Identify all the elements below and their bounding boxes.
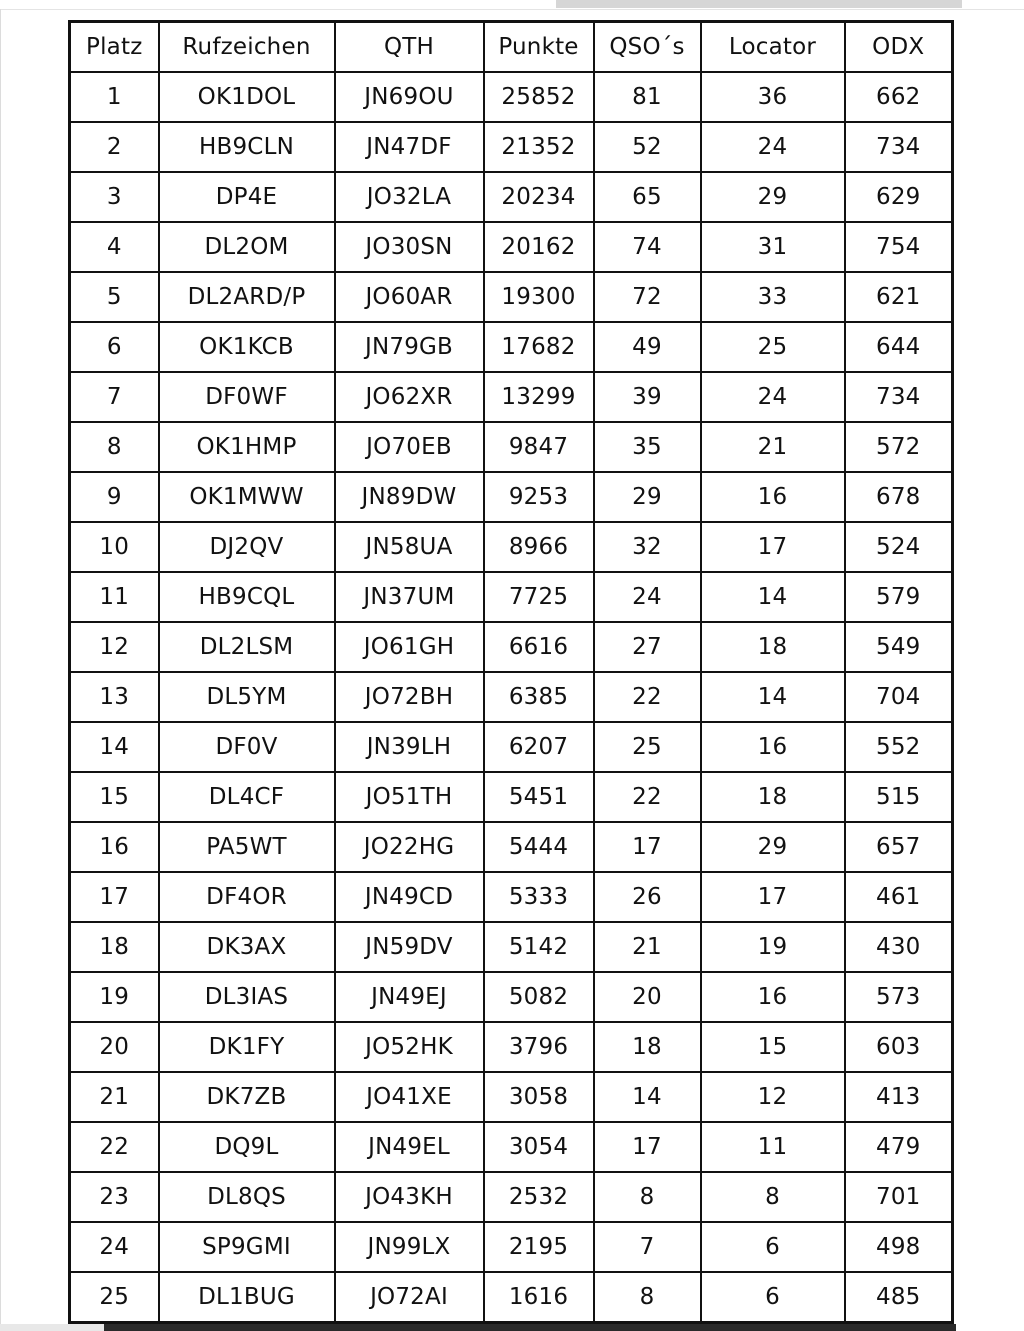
cell-qsos: 35 xyxy=(594,422,701,472)
cell-qsos: 21 xyxy=(594,922,701,972)
cell-punkte: 20234 xyxy=(484,172,594,222)
table-row xyxy=(70,922,953,972)
cell-punkte: 21352 xyxy=(484,122,594,172)
cell-punkte: 6616 xyxy=(484,622,594,672)
cell-qth: JN39LH xyxy=(335,722,484,772)
cell-odx: 621 xyxy=(845,272,953,322)
cell-rufzeichen: SP9GMI xyxy=(159,1222,335,1272)
cell-odx: 644 xyxy=(845,322,953,372)
cell-platz: 5 xyxy=(70,272,159,322)
cell-qth: JO41XE xyxy=(335,1072,484,1122)
cell-punkte: 25852 xyxy=(484,72,594,122)
cell-qsos: 27 xyxy=(594,622,701,672)
cell-qsos: 26 xyxy=(594,872,701,922)
cell-punkte: 3796 xyxy=(484,1022,594,1072)
cell-rufzeichen: DL4CF xyxy=(159,772,335,822)
header-rufzeichen: Rufzeichen xyxy=(159,22,335,73)
cell-rufzeichen: DP4E xyxy=(159,172,335,222)
cell-platz: 4 xyxy=(70,222,159,272)
cell-locator: 17 xyxy=(701,872,845,922)
cell-qsos: 25 xyxy=(594,722,701,772)
cell-punkte: 5444 xyxy=(484,822,594,872)
cell-punkte: 9253 xyxy=(484,472,594,522)
cell-qsos: 81 xyxy=(594,72,701,122)
cell-qsos: 32 xyxy=(594,522,701,572)
cell-qsos: 7 xyxy=(594,1222,701,1272)
cell-qth: JO62XR xyxy=(335,372,484,422)
cell-locator: 19 xyxy=(701,922,845,972)
cell-rufzeichen: OK1KCB xyxy=(159,322,335,372)
contest-results-table xyxy=(68,20,954,1324)
cell-rufzeichen: DL2OM xyxy=(159,222,335,272)
cell-punkte: 5451 xyxy=(484,772,594,822)
cell-qth: JN89DW xyxy=(335,472,484,522)
cell-rufzeichen: DF0WF xyxy=(159,372,335,422)
cell-rufzeichen: DL2ARD/P xyxy=(159,272,335,322)
cell-punkte: 13299 xyxy=(484,372,594,422)
cell-locator: 16 xyxy=(701,472,845,522)
cell-platz: 6 xyxy=(70,322,159,372)
cell-platz: 9 xyxy=(70,472,159,522)
cell-rufzeichen: DK1FY xyxy=(159,1022,335,1072)
cell-platz: 16 xyxy=(70,822,159,872)
cell-rufzeichen: HB9CLN xyxy=(159,122,335,172)
cell-platz: 23 xyxy=(70,1172,159,1222)
cell-punkte: 9847 xyxy=(484,422,594,472)
cell-locator: 24 xyxy=(701,372,845,422)
cell-punkte: 6207 xyxy=(484,722,594,772)
cell-qth: JN37UM xyxy=(335,572,484,622)
cell-qth: JO51TH xyxy=(335,772,484,822)
header-locator: Locator xyxy=(701,22,845,73)
cell-platz: 15 xyxy=(70,772,159,822)
cell-punkte: 6385 xyxy=(484,672,594,722)
cell-locator: 11 xyxy=(701,1122,845,1172)
cell-rufzeichen: PA5WT xyxy=(159,822,335,872)
table-row xyxy=(70,772,953,822)
cell-platz: 20 xyxy=(70,1022,159,1072)
cell-odx: 734 xyxy=(845,122,953,172)
cell-qth: JO72BH xyxy=(335,672,484,722)
cell-rufzeichen: DL8QS xyxy=(159,1172,335,1222)
cell-punkte: 7725 xyxy=(484,572,594,622)
header-platz: Platz xyxy=(70,22,159,73)
table-row xyxy=(70,1122,953,1172)
table-row xyxy=(70,422,953,472)
cell-rufzeichen: HB9CQL xyxy=(159,572,335,622)
cell-qth: JN79GB xyxy=(335,322,484,372)
cell-rufzeichen: OK1DOL xyxy=(159,72,335,122)
cell-qsos: 14 xyxy=(594,1072,701,1122)
cell-odx: 662 xyxy=(845,72,953,122)
cell-rufzeichen: DF0V xyxy=(159,722,335,772)
cell-odx: 430 xyxy=(845,922,953,972)
cell-odx: 552 xyxy=(845,722,953,772)
cell-punkte: 2532 xyxy=(484,1172,594,1222)
cell-locator: 29 xyxy=(701,172,845,222)
cell-platz: 25 xyxy=(70,1272,159,1323)
cell-odx: 734 xyxy=(845,372,953,422)
cell-locator: 33 xyxy=(701,272,845,322)
table-row xyxy=(70,322,953,372)
cell-qth: JN69OU xyxy=(335,72,484,122)
cell-locator: 18 xyxy=(701,622,845,672)
horizontal-scrollbar-track[interactable] xyxy=(0,0,1024,10)
cell-platz: 18 xyxy=(70,922,159,972)
cell-platz: 1 xyxy=(70,72,159,122)
table-body xyxy=(70,72,953,1323)
cell-qsos: 17 xyxy=(594,1122,701,1172)
cell-qth: JO22HG xyxy=(335,822,484,872)
cell-odx: 524 xyxy=(845,522,953,572)
cell-qsos: 65 xyxy=(594,172,701,222)
table-row xyxy=(70,72,953,122)
cell-rufzeichen: DF4OR xyxy=(159,872,335,922)
cell-platz: 13 xyxy=(70,672,159,722)
cell-rufzeichen: OK1MWW xyxy=(159,472,335,522)
cell-rufzeichen: DL2LSM xyxy=(159,622,335,672)
table-row xyxy=(70,972,953,1022)
cell-qth: JN59DV xyxy=(335,922,484,972)
cell-rufzeichen: DL5YM xyxy=(159,672,335,722)
table-row xyxy=(70,572,953,622)
cell-qth: JO72AI xyxy=(335,1272,484,1323)
cell-qsos: 20 xyxy=(594,972,701,1022)
cell-locator: 18 xyxy=(701,772,845,822)
table-row xyxy=(70,1172,953,1222)
cell-qsos: 29 xyxy=(594,472,701,522)
cell-qth: JO43KH xyxy=(335,1172,484,1222)
cell-qsos: 72 xyxy=(594,272,701,322)
cell-locator: 14 xyxy=(701,572,845,622)
cell-rufzeichen: DK3AX xyxy=(159,922,335,972)
cell-qsos: 49 xyxy=(594,322,701,372)
cell-odx: 678 xyxy=(845,472,953,522)
cell-locator: 29 xyxy=(701,822,845,872)
cell-qsos: 52 xyxy=(594,122,701,172)
cell-punkte: 5082 xyxy=(484,972,594,1022)
cell-platz: 21 xyxy=(70,1072,159,1122)
cell-qth: JO52HK xyxy=(335,1022,484,1072)
header-qth: QTH xyxy=(335,22,484,73)
cell-punkte: 2195 xyxy=(484,1222,594,1272)
cell-locator: 6 xyxy=(701,1222,845,1272)
cell-odx: 498 xyxy=(845,1222,953,1272)
table-row xyxy=(70,872,953,922)
cell-locator: 24 xyxy=(701,122,845,172)
table-row xyxy=(70,122,953,172)
cell-odx: 629 xyxy=(845,172,953,222)
cell-odx: 479 xyxy=(845,1122,953,1172)
cell-rufzeichen: DQ9L xyxy=(159,1122,335,1172)
horizontal-scrollbar-thumb[interactable] xyxy=(556,0,962,8)
cell-locator: 6 xyxy=(701,1272,845,1323)
cell-locator: 14 xyxy=(701,672,845,722)
cell-odx: 754 xyxy=(845,222,953,272)
cell-punkte: 3054 xyxy=(484,1122,594,1172)
cell-platz: 2 xyxy=(70,122,159,172)
cell-qth: JN47DF xyxy=(335,122,484,172)
cell-locator: 8 xyxy=(701,1172,845,1222)
cell-qth: JO61GH xyxy=(335,622,484,672)
cell-locator: 17 xyxy=(701,522,845,572)
cell-qth: JO30SN xyxy=(335,222,484,272)
cell-locator: 12 xyxy=(701,1072,845,1122)
cell-odx: 485 xyxy=(845,1272,953,1323)
table-row xyxy=(70,1022,953,1072)
cell-qth: JO32LA xyxy=(335,172,484,222)
table-row xyxy=(70,1222,953,1272)
table-row xyxy=(70,1272,953,1323)
cell-qsos: 18 xyxy=(594,1022,701,1072)
cell-platz: 12 xyxy=(70,622,159,672)
table-row xyxy=(70,172,953,222)
cell-locator: 21 xyxy=(701,422,845,472)
cell-punkte: 20162 xyxy=(484,222,594,272)
cell-qth: JN99LX xyxy=(335,1222,484,1272)
cell-odx: 572 xyxy=(845,422,953,472)
cell-qsos: 24 xyxy=(594,572,701,622)
cell-rufzeichen: DL1BUG xyxy=(159,1272,335,1323)
cell-locator: 31 xyxy=(701,222,845,272)
table-row xyxy=(70,372,953,422)
cell-odx: 701 xyxy=(845,1172,953,1222)
table-row xyxy=(70,522,953,572)
cell-platz: 3 xyxy=(70,172,159,222)
cell-odx: 549 xyxy=(845,622,953,672)
table-row xyxy=(70,222,953,272)
bottom-edge-bar xyxy=(104,1324,956,1331)
cell-qsos: 8 xyxy=(594,1272,701,1323)
cell-odx: 515 xyxy=(845,772,953,822)
page-left-edge xyxy=(0,9,1,1331)
cell-platz: 14 xyxy=(70,722,159,772)
cell-qsos: 22 xyxy=(594,772,701,822)
cell-punkte: 5142 xyxy=(484,922,594,972)
header-odx: ODX xyxy=(845,22,953,73)
cell-odx: 573 xyxy=(845,972,953,1022)
cell-qsos: 74 xyxy=(594,222,701,272)
cell-qsos: 8 xyxy=(594,1172,701,1222)
cell-qth: JN58UA xyxy=(335,522,484,572)
cell-platz: 7 xyxy=(70,372,159,422)
cell-locator: 36 xyxy=(701,72,845,122)
cell-qth: JN49EJ xyxy=(335,972,484,1022)
cell-locator: 16 xyxy=(701,972,845,1022)
cell-qsos: 22 xyxy=(594,672,701,722)
cell-punkte: 8966 xyxy=(484,522,594,572)
cell-punkte: 19300 xyxy=(484,272,594,322)
cell-qth: JN49EL xyxy=(335,1122,484,1172)
cell-rufzeichen: DK7ZB xyxy=(159,1072,335,1122)
table-header-row xyxy=(70,22,953,73)
cell-locator: 15 xyxy=(701,1022,845,1072)
cell-punkte: 5333 xyxy=(484,872,594,922)
cell-odx: 603 xyxy=(845,1022,953,1072)
cell-qth: JO60AR xyxy=(335,272,484,322)
cell-rufzeichen: OK1HMP xyxy=(159,422,335,472)
cell-platz: 11 xyxy=(70,572,159,622)
cell-platz: 19 xyxy=(70,972,159,1022)
table-row xyxy=(70,672,953,722)
cell-platz: 8 xyxy=(70,422,159,472)
cell-qth: JN49CD xyxy=(335,872,484,922)
cell-qsos: 39 xyxy=(594,372,701,422)
cell-qsos: 17 xyxy=(594,822,701,872)
cell-odx: 461 xyxy=(845,872,953,922)
cell-odx: 657 xyxy=(845,822,953,872)
cell-platz: 22 xyxy=(70,1122,159,1172)
header-punkte: Punkte xyxy=(484,22,594,73)
cell-platz: 24 xyxy=(70,1222,159,1272)
table-row xyxy=(70,622,953,672)
cell-punkte: 3058 xyxy=(484,1072,594,1122)
cell-punkte: 17682 xyxy=(484,322,594,372)
cell-odx: 704 xyxy=(845,672,953,722)
table-row xyxy=(70,272,953,322)
cell-platz: 17 xyxy=(70,872,159,922)
cell-rufzeichen: DJ2QV xyxy=(159,522,335,572)
cell-platz: 10 xyxy=(70,522,159,572)
cell-punkte: 1616 xyxy=(484,1272,594,1323)
table-row xyxy=(70,822,953,872)
cell-qth: JO70EB xyxy=(335,422,484,472)
cell-odx: 579 xyxy=(845,572,953,622)
cell-locator: 16 xyxy=(701,722,845,772)
cell-odx: 413 xyxy=(845,1072,953,1122)
table-row xyxy=(70,1072,953,1122)
cell-rufzeichen: DL3IAS xyxy=(159,972,335,1022)
table-row xyxy=(70,472,953,522)
bottom-edge-light xyxy=(0,1324,104,1331)
table-row xyxy=(70,722,953,772)
header-qsos: QSO´s xyxy=(594,22,701,73)
cell-locator: 25 xyxy=(701,322,845,372)
